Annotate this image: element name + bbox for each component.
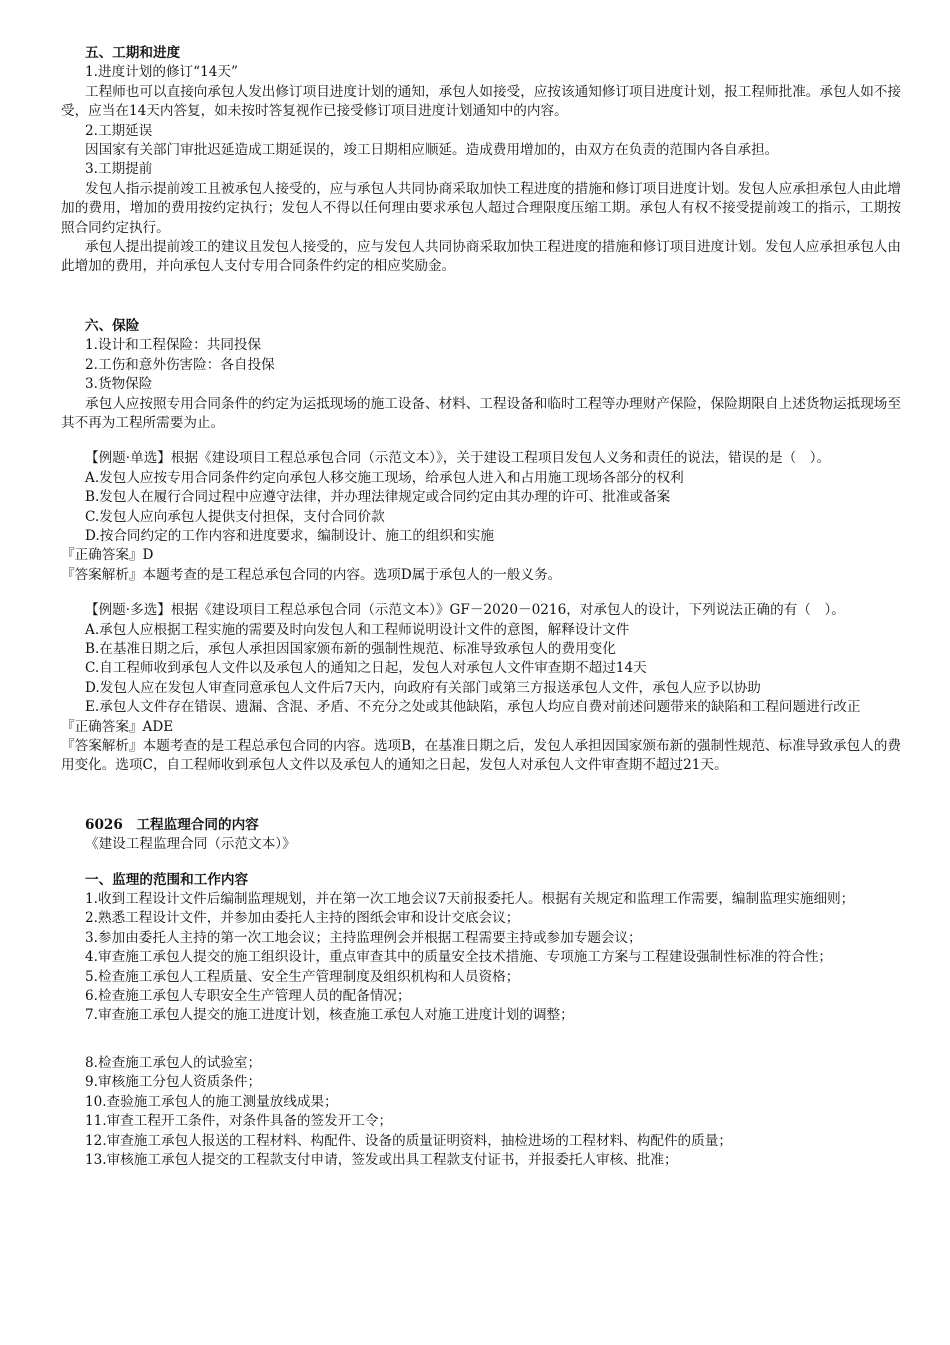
list-item: 2.熟悉工程设计文件，并参加由委托人主持的图纸会审和设计交底会议； <box>85 910 520 927</box>
paragraph: 承包人应按照专用合同条件的约定为运抵现场的施工设备、材料、工程设备和临时工程等办理财产保险，保险期限自上述货物运抵现场至其不再为工程所需要为止。 <box>61 395 901 431</box>
section-title-schedule: 五、工期和进度 <box>85 45 181 61</box>
paragraph: 发包人指示提前竣工且被承包人接受的，应与承包人共同协商采取加快工程进度的措施和修订项目进度计划。发包人应承担承包人由此增加的费用，增加的费用按约定执行；发包人不得以任何理由要求承包人超过合理限度压缩工期。承包人有权不接受提前竣工的指示，工期按照合同约定执行。 <box>61 180 901 236</box>
chapter-title: 6026 工程监理合同的内容 <box>85 816 259 833</box>
list-item: 2.工伤和意外伤害险：各自投保 <box>85 356 275 373</box>
list-item: 1.收到工程设计文件后编制监理规划，并在第一次工地会议7天前报委托人。根据有关规定和监理工作需要，编制监理实施细则； <box>85 891 855 908</box>
list-item: 6.检查施工承包人专职安全生产管理人员的配备情况； <box>85 988 411 1005</box>
question-stem: 【例题·多选】根据《建设项目工程总承包合同（示范文本）》GF－2020－0216，对承包人的设计，下列说法正确的有（ ）。 <box>85 602 845 619</box>
answer-analysis: 『答案解析』本题考查的是工程总承包合同的内容。选项B，在基准日期之后，发包人承担因国家颁布新的强制性规范、标准导致承包人的费用变化。选项C，自工程师收到承包人文件以及承包人的通知之日起，发包人对承包人文件审查期不超过21天。 <box>61 738 901 774</box>
list-item: 10.查验施工承包人的施工测量放线成果； <box>85 1093 338 1110</box>
option-c: C.自工程师收到承包人文件以及承包人的通知之日起，发包人对承包人文件审查期不超过14天 <box>85 660 647 677</box>
list-item: 13.审核施工承包人提交的工程款支付申请，签发或出具工程款支付证书，并报委托人审核、批准； <box>85 1151 678 1168</box>
option-a: A.承包人应根据工程实施的需要及时向发包人和工程师说明设计文件的意图，解释设计文件 <box>85 621 630 638</box>
paragraph: 因国家有关部门审批迟延造成工期延误的，竣工日期相应顺延。造成费用增加的，由双方在负责的范围内各自承担。 <box>85 142 779 159</box>
question-stem: 【例题·单选】根据《建设项目工程总承包合同（示范文本）》，关于建设工程项目发包人义务和责任的说法，错误的是（ ）。 <box>85 450 831 467</box>
correct-answer: 『正确答案』D <box>61 547 154 564</box>
list-item: 12.审查施工承包人报送的工程材料、构配件、设备的质量证明资料，抽检进场的工程材料、构配件的质量； <box>85 1132 732 1149</box>
paragraph: 工程师也可以直接向承包人发出修订项目进度计划的通知，承包人如接受，应按该通知修订项目进度计划，报工程师批准。承包人如不接受，应当在14天内答复，如未按时答复视作已接受修订项目进度计划通知中的内容。 <box>61 83 901 120</box>
subsection-heading: 3.工期提前 <box>85 161 153 178</box>
list-item: 9.审核施工分包人资质条件； <box>85 1074 262 1091</box>
option-d: D.发包人应在发包人审查同意承包人文件后7天内，向政府有关部门或第三方报送承包人文件，承包人应予以协助 <box>85 679 761 696</box>
list-item: 7.审查施工承包人提交的施工进度计划，核查施工承包人对施工进度计划的调整； <box>85 1007 574 1024</box>
answer-analysis: 『答案解析』本题考查的是工程总承包合同的内容。选项D属于承包人的一般义务。 <box>61 566 562 583</box>
correct-answer: 『正确答案』ADE <box>61 718 174 735</box>
section-title-insurance: 六、保险 <box>85 317 140 334</box>
subsection-heading: 1.进度计划的修订“14天” <box>85 64 238 81</box>
option-c: C.发包人应向承包人提供支付担保，支付合同价款 <box>85 508 385 525</box>
list-item: 4.审查施工承包人提交的施工组织设计，重点审查其中的质量安全技术措施、专项施工方案与工程建设强制性标准的符合性； <box>85 949 833 966</box>
option-a: A.发包人应按专用合同条件约定向承包人移交施工现场，给承包人进入和占用施工现场各部分的权利 <box>85 469 684 486</box>
section-title-scope: 一、监理的范围和工作内容 <box>85 871 249 888</box>
option-d: D.按合同约定的工作内容和进度要求，编制设计、施工的组织和实施 <box>85 527 494 544</box>
option-b: B.发包人在履行合同过程中应遵守法律，并办理法律规定或合同约定由其办理的许可、批准或备案 <box>85 489 671 506</box>
chapter-subtitle: 《建设工程监理合同（示范文本）》 <box>85 836 296 853</box>
list-item: 1.设计和工程保险：共同投保 <box>85 337 262 354</box>
document-page <box>61 44 901 1170</box>
list-item: 3.货物保险 <box>85 376 153 393</box>
list-item: 3.参加由委托人主持的第一次工地会议；主持监理例会并根据工程需要主持或参加专题会议； <box>85 929 642 946</box>
list-item: 5.检查施工承包人工程质量、安全生产管理制度及组织机构和人员资格； <box>85 968 520 985</box>
subsection-heading: 2.工期延误 <box>85 122 153 139</box>
option-e: E.承包人文件存在错误、遗漏、含混、矛盾、不充分之处或其他缺陷，承包人均应自费对前述问题带来的缺陷和工程问题进行改正 <box>85 699 861 716</box>
list-item: 11.审查工程开工条件，对条件具备的签发开工令； <box>85 1113 393 1130</box>
list-item: 8.检查施工承包人的试验室； <box>85 1054 262 1071</box>
paragraph: 承包人提出提前竣工的建议且发包人接受的，应与发包人共同协商采取加快工程进度的措施和修订项目进度计划。发包人应承担承包人由此增加的费用，并向承包人支付专用合同条件约定的相应奖励金。 <box>61 239 901 275</box>
option-b: B.在基准日期之后，承包人承担因国家颁布新的强制性规范、标准导致承包人的费用变化 <box>85 640 616 657</box>
